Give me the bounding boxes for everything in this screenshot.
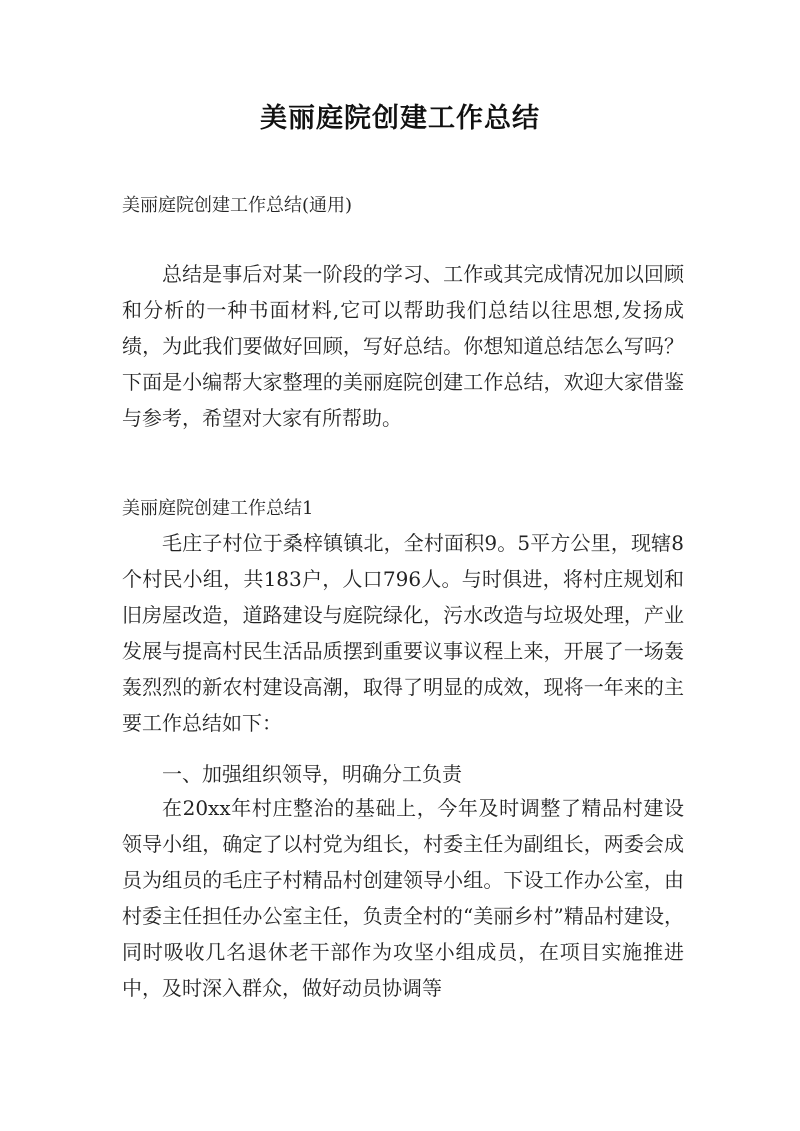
section1-paragraph-2: 在20xx年村庄整治的基础上，今年及时调整了精品村建设领导小组，确定了以村党为组长，村委主任为副组长，两委会成员为组员的毛庄子村精品村创建领导小组。下设工作办公室，由村委主任担任办公室主任，负责全村的“美丽乡村”精品村建设，同时吸收几名退休老干部作为攻坚小组成员，在项目实施推进中，及时深入群众，做好动员协调等 bbox=[122, 796, 684, 1000]
section-heading: 美丽庭院创建工作总结1 bbox=[122, 498, 314, 519]
document-title: 美丽庭院创建工作总结 bbox=[260, 103, 540, 134]
section1-subheading: 一、加强组织领导，明确分工负责 bbox=[162, 762, 462, 786]
document-subtitle: 美丽庭院创建工作总结(通用) bbox=[122, 195, 353, 216]
section1-paragraph-1: 毛庄子村位于桑梓镇镇北，全村面积9。5平方公里，现辖8个村民小组，共183户，人口796人。与时俱进，将村庄规划和旧房屋改造，道路建设与庭院绿化，污水改造与垃圾处理，产业发展与提高村民生活品质摆到重要议事议程上来，开展了一场轰轰烈烈的新农村建设高潮，取得了明显的成效，现将一年来的主要工作总结如下： bbox=[122, 531, 684, 735]
intro-paragraph: 总结是事后对某一阶段的学习、工作或其完成情况加以回顾和分析的一种书面材料,它可以帮助我们总结以往思想,发扬成绩，为此我们要做好回顾，写好总结。你想知道总结怎么写吗？下面是小编帮大家整理的美丽庭院创建工作总结，欢迎大家借鉴与参考，希望对大家有所帮助。 bbox=[122, 262, 684, 430]
